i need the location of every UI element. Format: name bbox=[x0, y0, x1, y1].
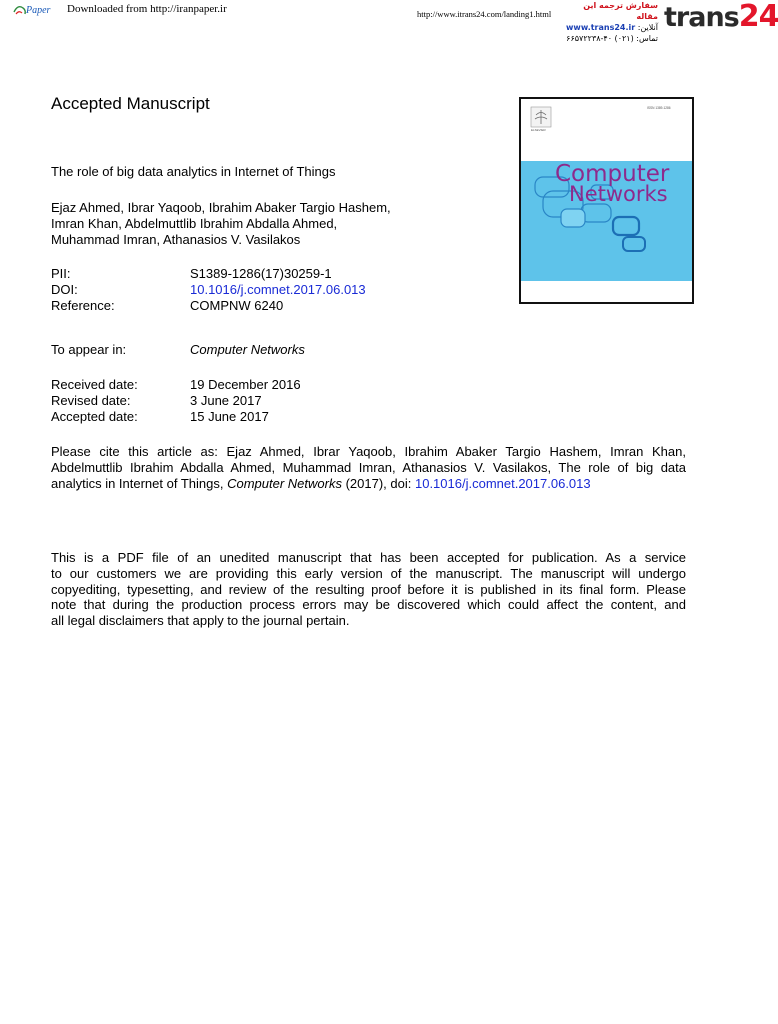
phone-text: تماس: (۰۲۱) ۴۰-۶۶۵۷۲۲۳۸ bbox=[566, 34, 658, 43]
journal-cover-image bbox=[519, 97, 694, 304]
notice-line: This is a PDF file of an unedited manuscript that has been accepted for publication. As a service bbox=[51, 550, 686, 565]
received-date-value: 19 December 2016 bbox=[190, 377, 301, 392]
iranpaper-logo bbox=[12, 2, 64, 18]
notice-line: to our customers we are providing this early version of the manuscript. The manuscript will undergo bbox=[51, 565, 686, 581]
cover-publisher: ELSEVIER bbox=[531, 128, 546, 132]
cover-title-line1: Computer bbox=[555, 161, 670, 187]
citation-doi-link[interactable]: 10.1016/j.comnet.2017.06.013 bbox=[414, 475, 591, 491]
citation-line bbox=[51, 476, 686, 492]
order-translation-text: سفارش ترجمه این مقاله bbox=[583, 1, 658, 21]
online-site-link[interactable]: www.trans24.ir bbox=[566, 23, 636, 32]
citation-prefix: analytics in Internet of Things, bbox=[51, 475, 224, 491]
revised-date-value: 3 June 2017 bbox=[190, 393, 262, 408]
author-list bbox=[51, 200, 451, 247]
doi-label: DOI: bbox=[51, 282, 78, 297]
accepted-date-label: Accepted date: bbox=[51, 409, 138, 424]
appear-in-label: To appear in: bbox=[51, 342, 127, 357]
citation-mid: (2017), doi: bbox=[345, 475, 412, 491]
trans24-logo[interactable] bbox=[664, 0, 778, 35]
accepted-date-value: 15 June 2017 bbox=[190, 409, 269, 424]
trans24-logo-number: 24 bbox=[738, 0, 778, 34]
translation-ad[interactable] bbox=[562, 0, 658, 44]
journal-name: Computer Networks bbox=[190, 342, 305, 357]
landing-url-link[interactable]: http://www.itrans24.com/landing1.html bbox=[417, 9, 552, 19]
article-title: The role of big data analytics in Internet of Things bbox=[51, 164, 336, 179]
online-label: آنلاین: bbox=[637, 23, 658, 32]
accepted-manuscript-heading: Accepted Manuscript bbox=[51, 94, 210, 113]
citation-line: Abdelmuttlib Ibrahim Abdalla Ahmed, Muhammad Imran, Athanasios V. Vasilakos, The role of big data bbox=[51, 459, 686, 475]
citation-journal: Computer Networks bbox=[227, 475, 342, 491]
reference-label: Reference: bbox=[51, 298, 115, 313]
author-line: Muhammad Imran, Athanasios V. Vasilakos bbox=[51, 231, 301, 247]
trans24-logo-word: trans bbox=[664, 2, 739, 33]
cover-issn: ISSN 1389-1286 bbox=[647, 106, 671, 110]
revised-date-label: Revised date: bbox=[51, 393, 131, 408]
reference-value: COMPNW 6240 bbox=[190, 298, 284, 313]
cover-title-line2: Networks bbox=[569, 182, 668, 206]
pii-label: PII: bbox=[51, 266, 71, 281]
notice-line: all legal disclaimers that apply to the journal pertain. bbox=[51, 613, 350, 629]
citation-line: Please cite this article as: Ejaz Ahmed, Ibrar Yaqoob, Ibrahim Abaker Targio Hashem, Imran Khan, bbox=[51, 444, 686, 459]
downloaded-from-link[interactable]: Downloaded from http://iranpaper.ir bbox=[67, 3, 227, 15]
online-line bbox=[562, 22, 658, 33]
pii-value: S1389-1286(17)30259-1 bbox=[190, 266, 332, 281]
received-date-label: Received date: bbox=[51, 377, 138, 392]
notice-line: note that during the production process errors may be discovered which could affect the content, and bbox=[51, 597, 686, 613]
doi-link[interactable]: 10.1016/j.comnet.2017.06.013 bbox=[190, 282, 366, 297]
author-line: Ejaz Ahmed, Ibrar Yaqoob, Ibrahim Abaker Targio Hashem, bbox=[51, 200, 391, 215]
notice-line: copyediting, typesetting, and review of the resulting proof before it is published in its final form. Please bbox=[51, 581, 686, 597]
iranpaper-logo-text: Paper bbox=[26, 5, 51, 16]
author-line: Imran Khan, Abdelmuttlib Ibrahim Abdalla Ahmed, bbox=[51, 215, 338, 231]
notice-paragraph bbox=[51, 550, 686, 629]
citation-paragraph bbox=[51, 444, 686, 491]
